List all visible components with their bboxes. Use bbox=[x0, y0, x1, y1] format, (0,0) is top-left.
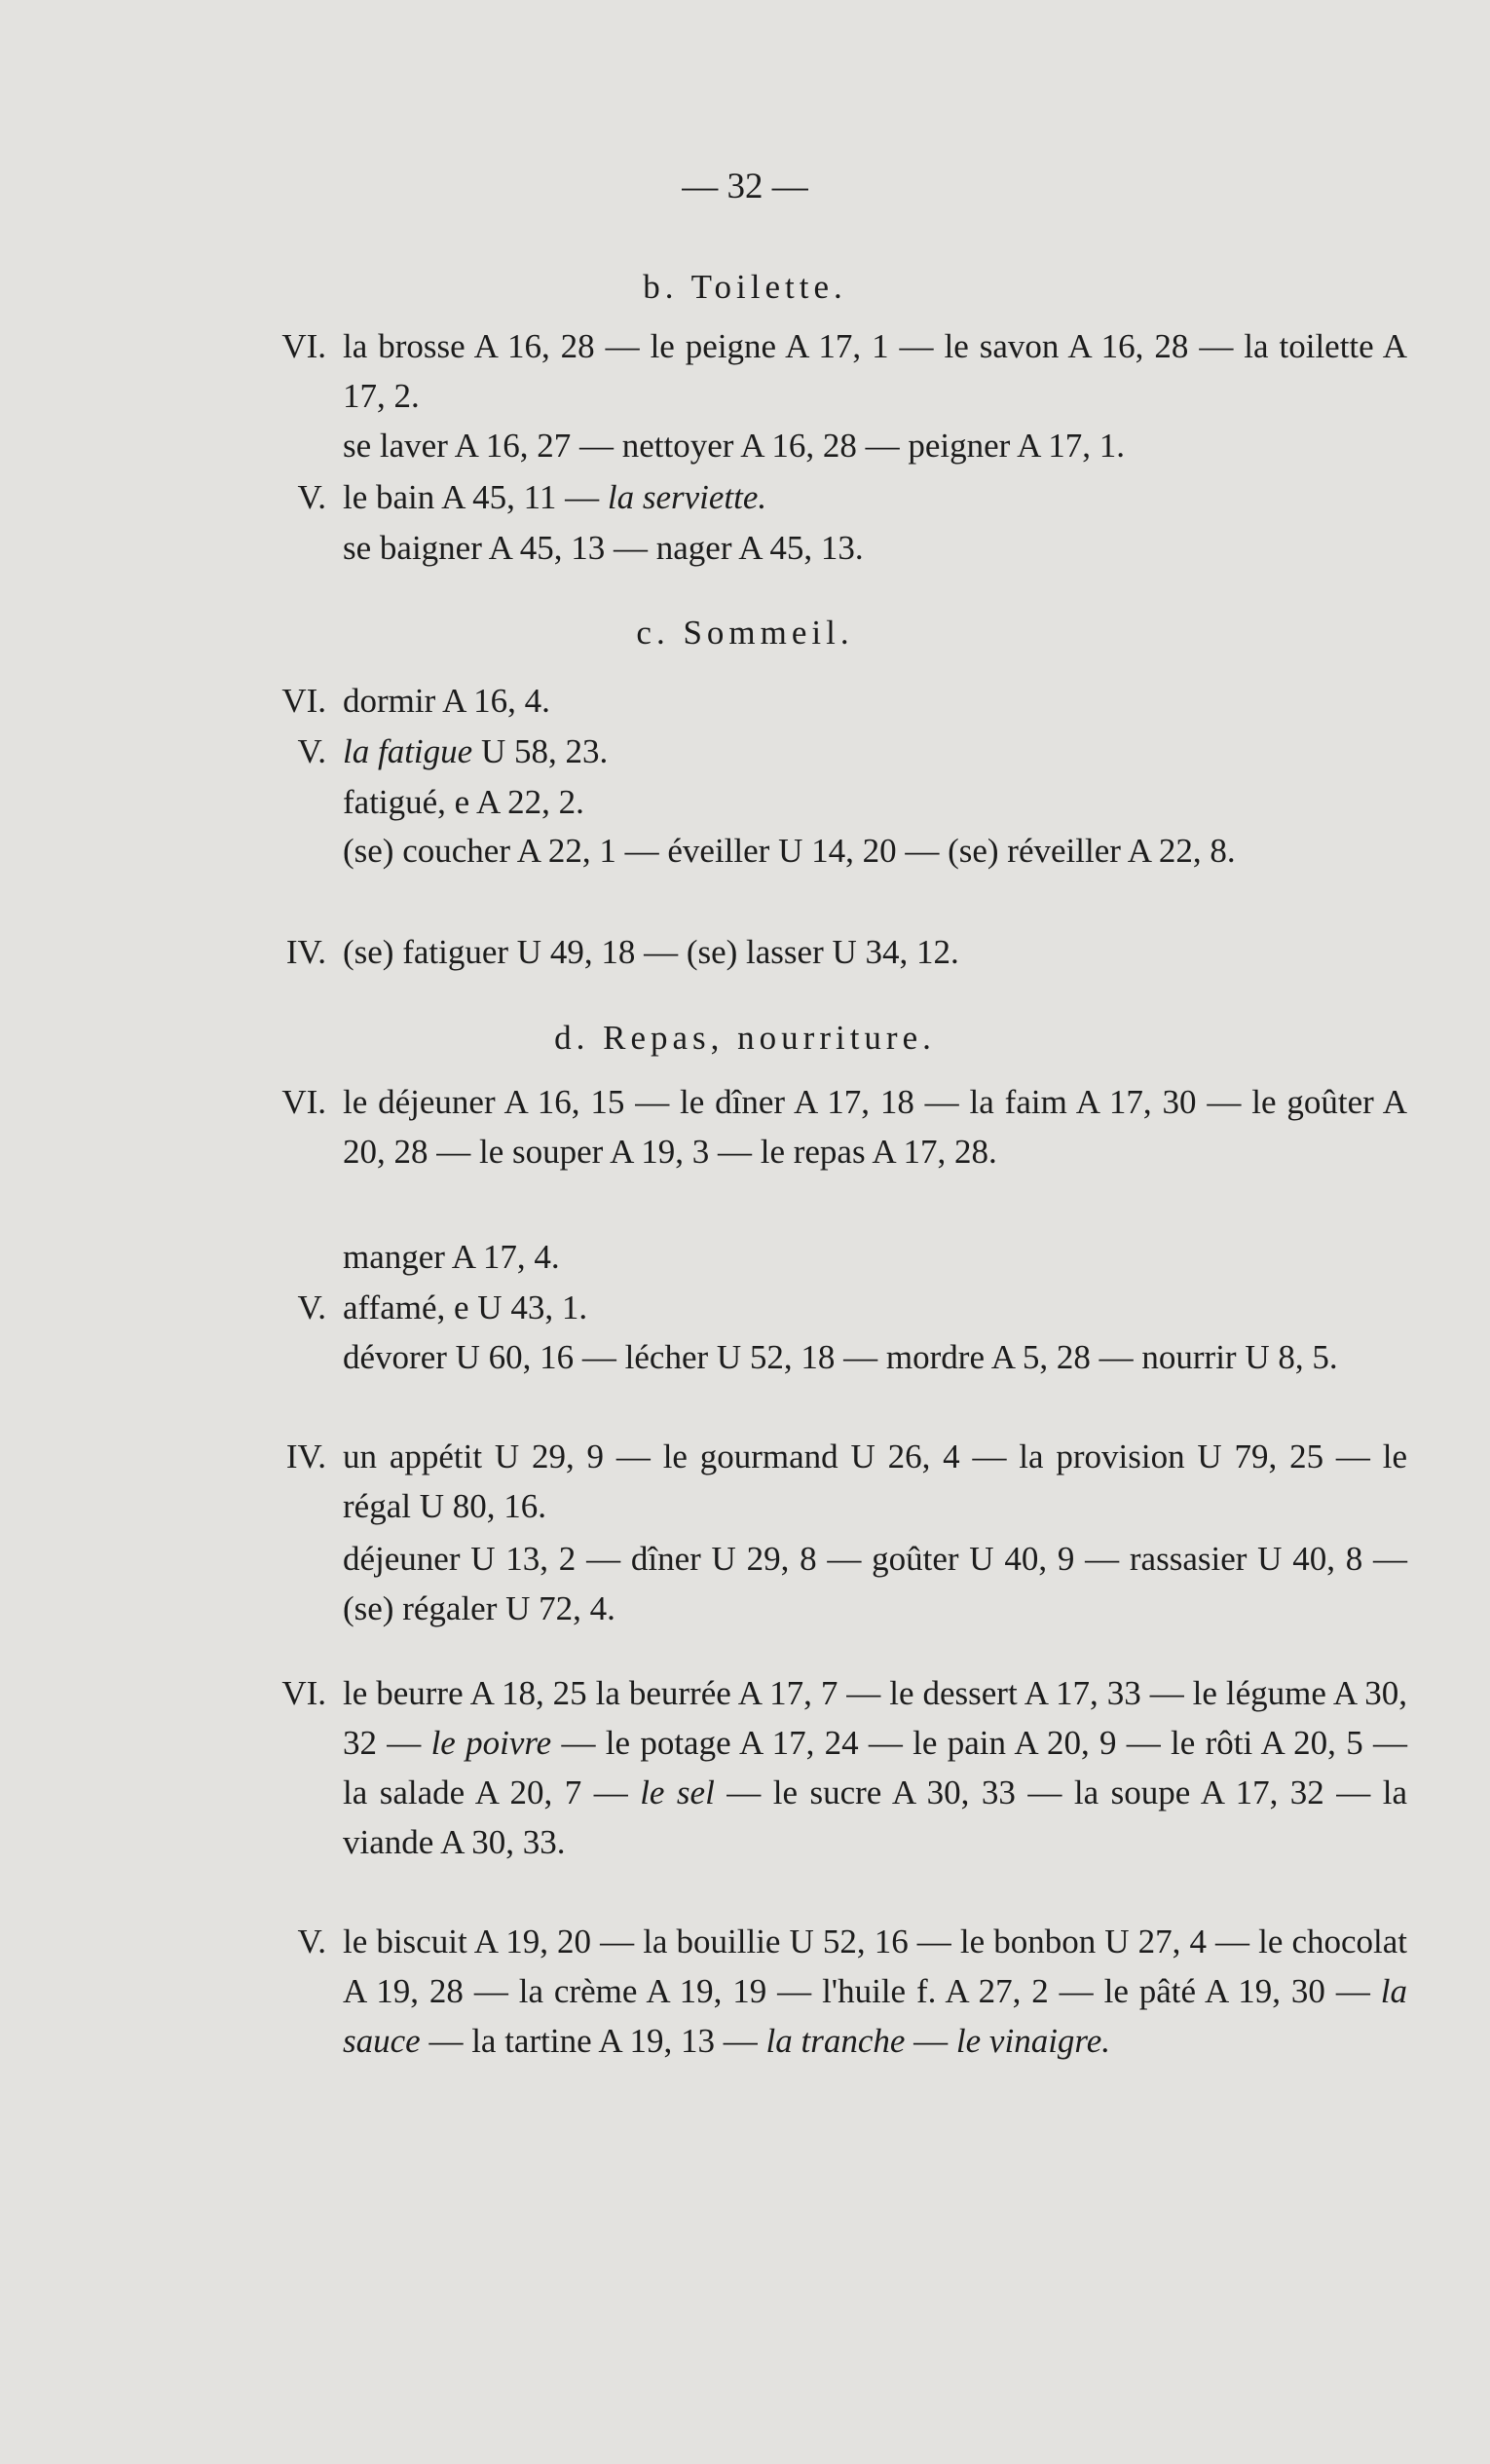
entry-toilette-verbs bbox=[263, 421, 1407, 470]
entry-text-plain: — le potage A 17, 24 — le pain A 20, 9 — le rôti A 20, 5 — la salade A 20, 7 — bbox=[343, 1724, 1407, 1811]
entry-toilette-v-verbs bbox=[263, 523, 1407, 573]
entry-text: fatigué, e A 22, 2. bbox=[343, 783, 584, 821]
entry-repas-v-verbs bbox=[263, 1332, 1407, 1382]
entry-text: le déjeuner A 16, 15 — le dîner A 17, 18 — la faim A 17, 30 — le goûter A 20, 28 — le souper A 19, 3 — le repas A 17, 28. bbox=[343, 1083, 1407, 1171]
entry-food-v bbox=[263, 1917, 1407, 2066]
entry-text bbox=[343, 727, 1407, 776]
entry-repas-v bbox=[263, 1283, 1407, 1332]
entry-text-plain: le biscuit A 19, 20 — la bouillie U 52, 16 — le bonbon U 27, 4 — le chocolat A 19, 28 — la crème A 19, 19 — l'huile f. A 27, 2 — le pâté A 19, 30 — bbox=[343, 1923, 1407, 2010]
entry-text-italic: la fatigue bbox=[343, 732, 473, 770]
entry-repas-iv bbox=[263, 1432, 1407, 1531]
entry-sommeil-adj bbox=[263, 777, 1407, 827]
entry-sommeil-verbs bbox=[263, 826, 1407, 876]
entry-food-vi bbox=[263, 1668, 1407, 1867]
entry-sommeil-vi bbox=[263, 676, 1407, 726]
entry-text: (se) fatiguer U 49, 18 — (se) lasser U 34, 12. bbox=[343, 933, 959, 971]
level-label: VI. bbox=[281, 327, 326, 365]
section-heading-sommeil: c. Sommeil. bbox=[636, 614, 854, 652]
entry-text-plain: — le sucre A 30, 33 — la soupe A 17, 32 — la viande A 30, 33. bbox=[343, 1773, 1407, 1861]
entry-text: déjeuner U 13, 2 — dîner U 29, 8 — goûter U 40, 9 — rassasier U 40, 8 — (se) régaler U 72, 4. bbox=[343, 1540, 1407, 1627]
entry-text: se laver A 16, 27 — nettoyer A 16, 28 — peigner A 17, 1. bbox=[343, 427, 1125, 465]
level-label: VI. bbox=[281, 1083, 326, 1121]
level-label: V. bbox=[297, 1288, 326, 1326]
entry-repas-vi bbox=[263, 1077, 1407, 1176]
entry-text-italic: la tranche bbox=[765, 2022, 906, 2060]
level-label: V. bbox=[297, 732, 326, 770]
entry-text-italic: le sel bbox=[640, 1773, 715, 1811]
entry-text-plain: — bbox=[905, 2022, 956, 2060]
entry-text bbox=[343, 1917, 1407, 2066]
level-label: V. bbox=[297, 1923, 326, 1960]
level-label: VI. bbox=[281, 1674, 326, 1712]
entry-text: (se) coucher A 22, 1 — éveiller U 14, 20 — (se) réveiller A 22, 8. bbox=[343, 832, 1236, 870]
entry-text bbox=[343, 1668, 1407, 1867]
entry-toilette-v bbox=[263, 472, 1407, 522]
entry-text-plain: — la tartine A 19, 13 — bbox=[420, 2022, 766, 2060]
entry-text: affamé, e U 43, 1. bbox=[343, 1288, 588, 1326]
entry-text-plain: le beurre A 18, 25 la beurrée A 17, 7 — le dessert A 17, 33 — le légume A 30, 32 — bbox=[343, 1674, 1407, 1762]
level-label: V. bbox=[297, 478, 326, 516]
entry-text-italic: la sauce bbox=[343, 1972, 1407, 2060]
entry-text: dévorer U 60, 16 — lécher U 52, 18 — mordre A 5, 28 — nourrir U 8, 5. bbox=[343, 1338, 1338, 1376]
entry-repas-vi-verb bbox=[263, 1232, 1407, 1282]
entry-repas-iv-verbs bbox=[263, 1534, 1407, 1633]
section-heading-toilette: b. Toilette. bbox=[643, 268, 847, 306]
entry-text: dormir A 16, 4. bbox=[343, 682, 550, 720]
entry-text: se baigner A 45, 13 — nager A 45, 13. bbox=[343, 529, 864, 567]
entry-text-plain: le bain A 45, 11 — bbox=[343, 478, 608, 516]
section-heading-repas: d. Repas, nourriture. bbox=[554, 1019, 936, 1057]
entry-text-italic: la serviette. bbox=[607, 478, 767, 516]
entry-text bbox=[343, 472, 1407, 522]
entry-text-plain: U 58, 23. bbox=[472, 732, 609, 770]
entry-text-italic: le vinaigre. bbox=[955, 2022, 1111, 2060]
entry-text: un appétit U 29, 9 — le gourmand U 26, 4 — la provision U 79, 25 — le régal U 80, 16. bbox=[343, 1437, 1407, 1525]
entry-toilette-vi bbox=[263, 321, 1407, 421]
level-label: VI. bbox=[281, 682, 326, 720]
entry-text: manger A 17, 4. bbox=[343, 1238, 560, 1276]
level-label: IV. bbox=[285, 933, 326, 971]
entry-text-italic: le poivre bbox=[430, 1724, 552, 1762]
page-number: — 32 — bbox=[682, 167, 808, 206]
entry-text: la brosse A 16, 28 — le peigne A 17, 1 — le savon A 16, 28 — la toilette A 17, 2. bbox=[343, 327, 1407, 415]
level-label: IV. bbox=[285, 1437, 326, 1475]
entry-sommeil-v bbox=[263, 727, 1407, 776]
entry-sommeil-iv bbox=[263, 927, 1407, 977]
